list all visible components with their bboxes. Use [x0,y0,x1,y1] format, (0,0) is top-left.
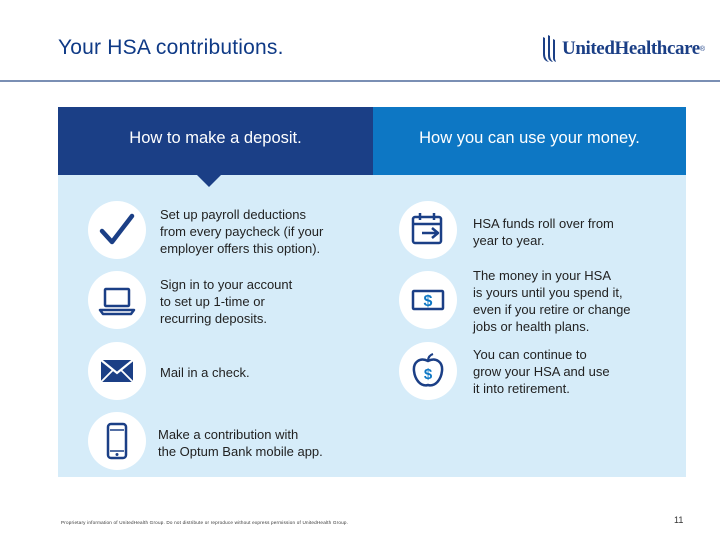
footer-disclaimer: Proprietary information of UnitedHealth Group. Do not distribute or reproduce without express permission of UnitedHealth Group. [61,520,349,525]
laptop-icon [88,271,146,329]
usage-column-header [373,107,686,175]
deposit-item-online-text: Sign in to your account to set up 1-time or recurring deposits. [160,277,293,326]
deposit-item-mail-text: Mail in a check. [160,365,250,380]
logo-registered-mark: ® [699,45,706,53]
svg-text:$: $ [423,366,433,383]
svg-text:$: $ [423,293,433,310]
usage-item-rollover-text: HSA funds roll over from year to year. [473,216,614,248]
usage-item-ownership-text: The money in your HSA is yours until you spend it, even if you retire or change jobs or health plans. [473,268,631,334]
unitedhealthcare-logo [540,33,705,65]
page-number: 11 [674,515,684,525]
envelope-icon [88,342,146,400]
dollar-bill-icon [399,271,457,329]
header-notch-arrow [196,174,222,187]
title-divider [0,80,720,82]
usage-item-retirement-text: You can continue to grow your HSA and use it into retirement. [473,347,610,396]
checkmark-icon [88,201,146,259]
logo-mark-icon [540,34,558,64]
calendar-arrow-icon [399,201,457,259]
slide-title: Your HSA contributions. [58,36,284,59]
apple-dollar-icon [399,342,457,400]
deposit-header-label: How to make a deposit. [129,129,302,147]
deposit-item-mobile-text: Make a contribution with the Optum Bank mobile app. [158,427,323,459]
deposit-column-header [58,107,373,175]
mobile-phone-icon [88,412,146,470]
logo-text: UnitedHealthcare [562,38,700,59]
usage-header-label: How you can use your money. [419,129,640,147]
deposit-item-payroll-text: Set up payroll deductions from every paycheck (if your employer offers this option). [160,207,324,256]
